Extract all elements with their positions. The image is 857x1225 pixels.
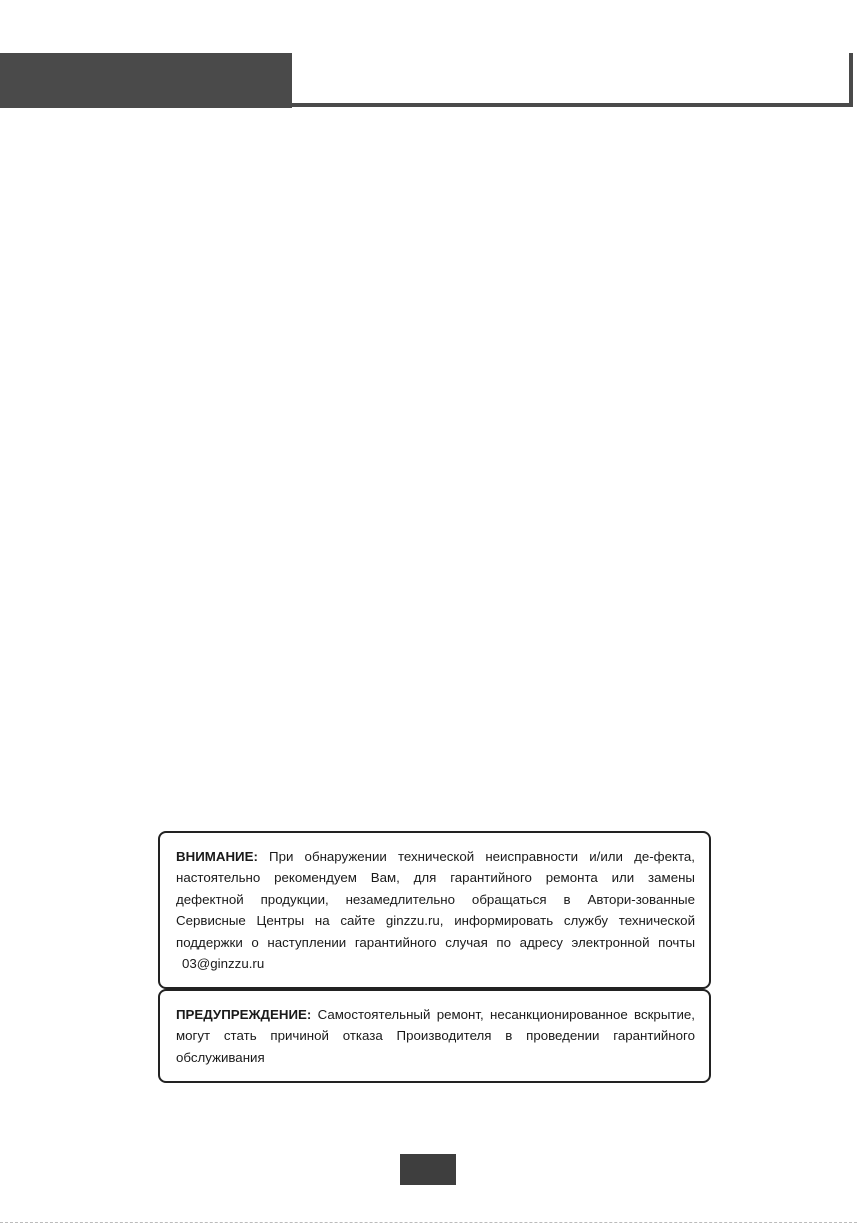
header-corner-tick (849, 53, 853, 107)
warning-label: ПРЕДУПРЕЖДЕНИЕ: (176, 1007, 312, 1022)
warning-notice (158, 989, 711, 1083)
attention-text: При обнаружении технической неисправности и/или де-фекта, настоятельно рекомендуем Вам, для гарантийного ремонта или замены дефектной продукции, незамедлительно обращаться в Автори-зованные Сервисные Центры на сайте ginzzu.ru, информировать службу технической поддержки о наступлении гарантийного случая по адресу электронной почты (176, 849, 695, 950)
page-number-tab (400, 1154, 456, 1185)
header-dark-block (0, 53, 292, 108)
header-rule (292, 103, 853, 107)
page-bottom-rule (0, 1222, 857, 1223)
support-email: 03@ginzzu.ru (182, 956, 265, 972)
attention-notice (158, 831, 711, 989)
warning-text: Самостоятельный ремонт, несанкционированное вскрытие, могут стать причиной отказа Производителя в проведении гарантийного обслуживания (176, 1007, 695, 1065)
attention-label: ВНИМАНИЕ: (176, 849, 258, 864)
